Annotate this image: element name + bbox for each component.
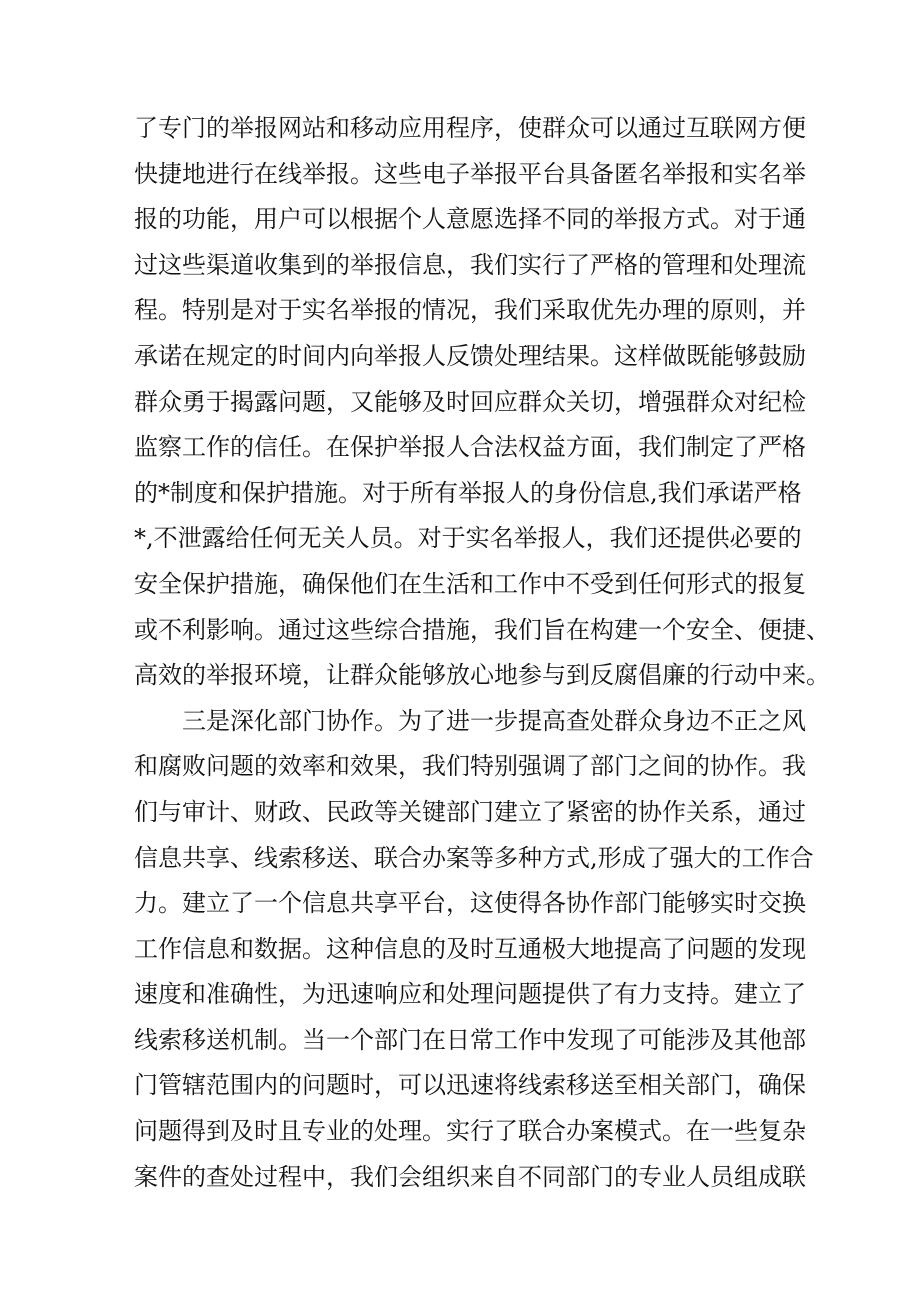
text-line: 信息共享、线索移送、联合办案等多种方式,形成了强大的工作合 bbox=[134, 843, 814, 872]
text-line: 监察工作的信任。在保护举报人合法权益方面，我们制定了严格 bbox=[134, 433, 806, 462]
text-line: 问题得到及时且专业的处理。实行了联合办案模式。在一些复杂 bbox=[134, 1117, 806, 1146]
text-line: *,不泄露给任何无关人员。对于实名举报人，我们还提供必要的 bbox=[134, 524, 802, 553]
text-line: 力。建立了一个信息共享平台，这使得各协作部门能够实时交换 bbox=[134, 889, 806, 918]
text-line: 案件的查处过程中，我们会组织来自不同部门的专业人员组成联 bbox=[134, 1162, 806, 1191]
text-line: 线索移送机制。当一个部门在日常工作中发现了可能涉及其他部 bbox=[134, 1025, 806, 1054]
paragraph-1 bbox=[134, 106, 830, 699]
text-line: 群众勇于揭露问题，又能够及时回应群众关切，增强群众对纪检 bbox=[134, 387, 806, 416]
paragraph-2 bbox=[134, 699, 814, 1201]
text-line: 工作信息和数据。这种信息的及时互通极大地提高了问题的发现 bbox=[134, 934, 806, 963]
text-line: 了专门的举报网站和移动应用程序，使群众可以通过互联网方便 bbox=[134, 114, 806, 142]
text-line: 们与审计、财政、民政等关键部门建立了紧密的协作关系，通过 bbox=[134, 797, 806, 826]
text-line: 承诺在规定的时间内向举报人反馈处理结果。这样做既能够鼓励 bbox=[134, 341, 806, 370]
text-line: 高效的举报环境，让群众能够放心地参与到反腐倡廉的行动中来。 bbox=[134, 661, 830, 690]
text-line: 的*制度和保护措施。对于所有举报人的身份信息,我们承诺严格 bbox=[134, 478, 802, 507]
text-line: 安全保护措施，确保他们在生活和工作中不受到任何形式的报复 bbox=[134, 569, 806, 598]
body-text bbox=[134, 106, 830, 1200]
text-line-indented: 三是深化部门协作。为了进一步提高查处群众身边不正之风 bbox=[182, 706, 806, 735]
text-line: 过这些渠道收集到的举报信息，我们实行了严格的管理和处理流 bbox=[134, 250, 806, 279]
text-line: 门管辖范围内的问题时，可以迅速将线索移送至相关部门，确保 bbox=[134, 1071, 806, 1100]
text-line: 程。特别是对于实名举报的情况，我们采取优先办理的原则，并 bbox=[134, 296, 806, 325]
text-line: 报的功能，用户可以根据个人意愿选择不同的举报方式。对于通 bbox=[134, 205, 806, 234]
text-line: 速度和准确性，为迅速响应和处理问题提供了有力支持。建立了 bbox=[134, 980, 806, 1009]
text-line: 和腐败问题的效率和效果，我们特别强调了部门之间的协作。我 bbox=[134, 752, 806, 781]
text-line: 或不利影响。通过这些综合措施，我们旨在构建一个安全、便捷、 bbox=[134, 615, 830, 644]
text-line: 快捷地进行在线举报。这些电子举报平台具备匿名举报和实名举 bbox=[134, 159, 806, 188]
